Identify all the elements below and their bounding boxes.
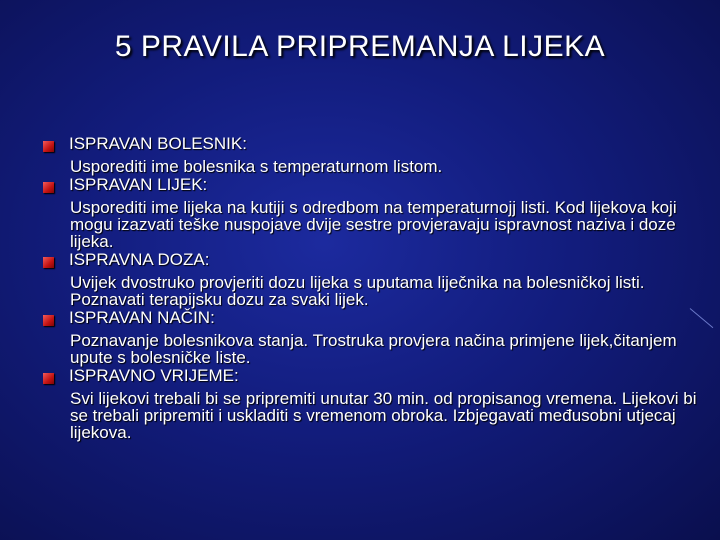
rule-item-dose xyxy=(69,250,709,308)
rule-text: Usporediti ime lijeka na kutiji s odredbom na temperaturnojj listi. Kod lijekova koji mogu izazvati teške nuspojave dvije sestre provjeravaju ispravnost naziva i doze lijeka. xyxy=(70,198,677,251)
rule-heading: ISPRAVAN NAČIN: xyxy=(69,308,215,327)
rule-item-time xyxy=(69,366,709,441)
rule-item-patient xyxy=(69,134,709,175)
rule-text: Usporediti ime bolesnika s temperaturnom listom. xyxy=(70,157,443,176)
square-bullet-icon xyxy=(43,141,54,152)
square-bullet-icon xyxy=(43,315,54,326)
rule-heading: ISPRAVAN BOLESNIK: xyxy=(69,134,247,153)
rule-text: Svi lijekovi trebali bi se pripremiti unutar 30 min. od propisanog vremena. Lijekovi bi se trebali pripremiti i uskladiti s vremenom obroka. Izbjegavati međusobni utjecaj lijekova. xyxy=(70,389,697,442)
square-bullet-icon xyxy=(43,257,54,268)
rule-item-route xyxy=(69,308,709,366)
rule-heading: ISPRAVAN LIJEK: xyxy=(69,175,208,194)
slide-title: 5 PRAVILA PRIPREMANJA LIJEKA xyxy=(114,30,606,63)
square-bullet-icon xyxy=(43,373,54,384)
rule-text: Uvijek dvostruko provjeriti dozu lijeka s uputama liječnika na bolesničkoj listi. Poznavati terapijsku dozu za svaki lijek. xyxy=(70,273,645,309)
rule-heading: ISPRAVNO VRIJEME: xyxy=(69,366,239,385)
rules-list xyxy=(69,134,709,441)
rule-text: Poznavanje bolesnikova stanja. Trostruka provjera načina primjene lijek,čitanjem upute s bolesničke liste. xyxy=(70,331,677,367)
rule-heading: ISPRAVNA DOZA: xyxy=(69,250,210,269)
rule-item-drug xyxy=(69,175,709,250)
square-bullet-icon xyxy=(43,182,54,193)
